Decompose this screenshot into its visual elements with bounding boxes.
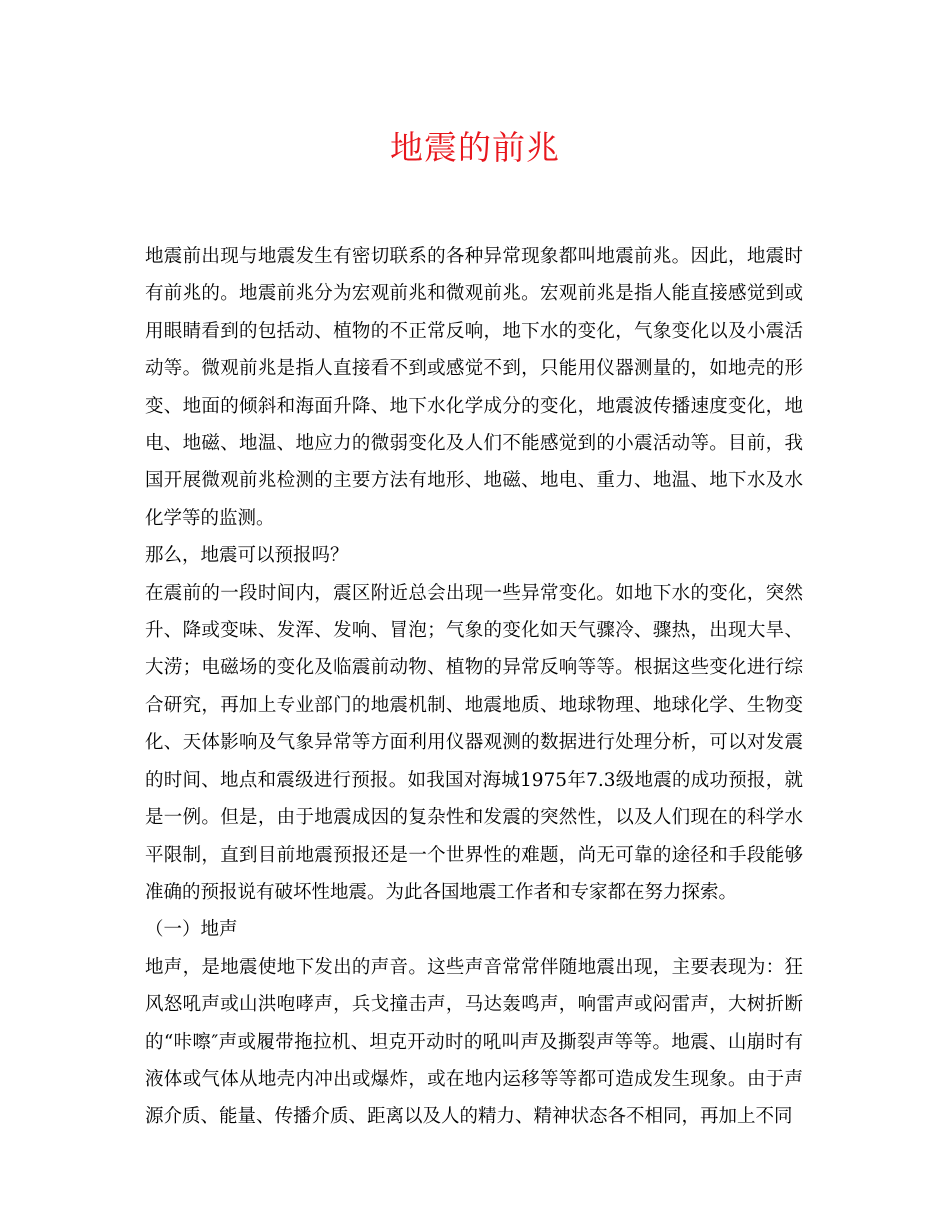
section-heading-earthquake-sound: （一）地声 xyxy=(145,919,238,941)
document-body xyxy=(145,238,803,1136)
paragraph-prediction-question: 那么，地震可以预报吗？ xyxy=(145,545,349,567)
paragraph-prediction-answer: 在震前的一段时间内，震区附近总会出现一些异常变化。如地下水的变化，突然升、降或变味、发浑、发响、冒泡；气象的变化如天气骤冷、骤热，出现大旱、大涝；电磁场的变化及临震前动物、植物的异常反响等等。根据这些变化进行综合研究，再加上专业部门的地震机制、地震地质、地球物理、地球化学、生物变化、天体影响及气象异常等方面利用仪器观测的数据进行处理分析，可以对发震的时间、地点和震级进行预报。如我国对海城1975年7.3级地震的成功预报，就是一例。但是，由于地震成因的复杂性和发震的突然性，以及人们现在的科学水平限制，直到目前地震预报还是一个世界性的难题，尚无可靠的途径和手段能够准确的预报说有破坏性地震。为此各国地震工作者和专家都在努力探索。 xyxy=(145,582,803,903)
page-title: 地震的前兆 xyxy=(390,128,560,167)
paragraph-precursor-definition: 地震前出现与地震发生有密切联系的各种异常现象都叫地震前兆。因此，地震时有前兆的。地震前兆分为宏观前兆和微观前兆。宏观前兆是指人能直接感觉到或用眼睛看到的包括动、植物的不正常反响，地下水的变化，气象变化以及小震活动等。微观前兆是指人直接看不到或感觉不到，只能用仪器测量的，如地壳的形变、地面的倾斜和海面升降、地下水化学成分的变化，地震波传播速度变化，地电、地磁、地温、地应力的微弱变化及人们不能感觉到的小震活动等。目前，我国开展微观前兆检测的主要方法有地形、地磁、地电、重力、地温、地下水及水化学等的监测。 xyxy=(145,246,803,529)
paragraph-earthquake-sound: 地声，是地震使地下发出的声音。这些声音常常伴随地震出现，主要表现为：狂风怒吼声或山洪咆哮声，兵戈撞击声，马达轰鸣声，响雷声或闷雷声，大树折断的“咔嚓″声或履带拖拉机、坦克开动时的吼叫声及撕裂声等等。地震、山崩时有液体或气体从地壳内冲出或爆炸，或在地内运移等等都可造成发生现象。由于声源介质、能量、传播介质、距离以及人的精力、精神状态各不相同，再加上不同 xyxy=(145,956,803,1128)
